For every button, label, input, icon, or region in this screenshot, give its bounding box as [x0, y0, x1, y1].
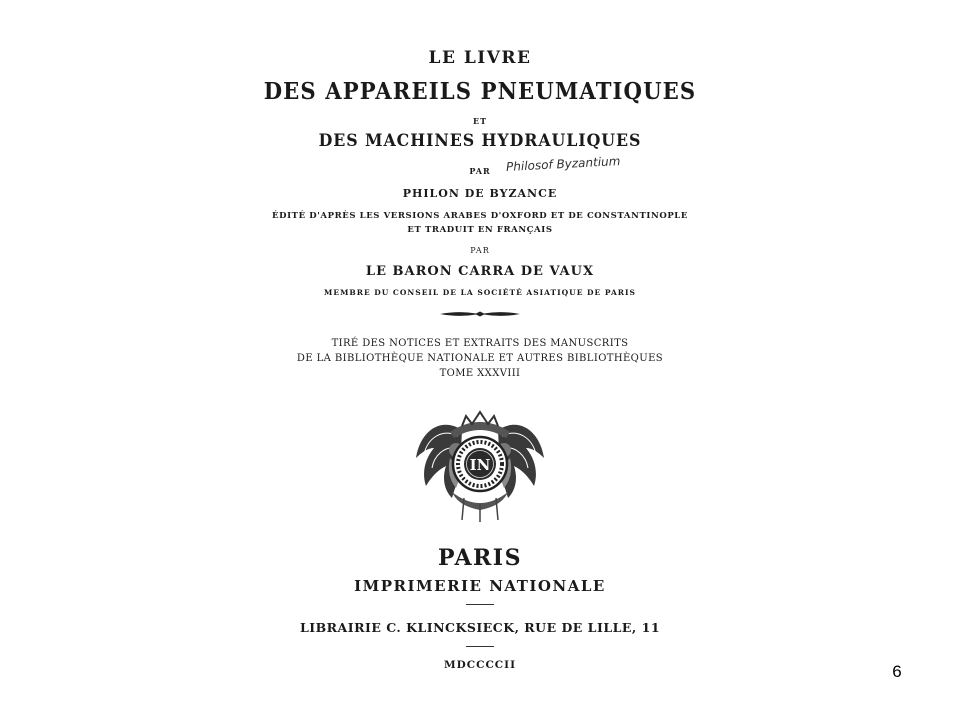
by-label-translator: PAR	[470, 246, 490, 255]
title-line-1: LE LIVRE	[428, 48, 532, 68]
short-rule-2	[466, 646, 494, 647]
publication-city: PARIS	[438, 545, 522, 571]
translator-role: MEMBRE DU CONSEIL DE LA SOCIÉTÉ ASIATIQUE DE PARIS	[324, 288, 636, 297]
slide-page-number: 6	[892, 662, 902, 681]
ornament-divider-icon	[438, 310, 522, 318]
by-label-author: PAR	[469, 166, 491, 176]
tome-number: TOME XXXVIII	[439, 368, 521, 379]
handwritten-annotation: Philosof Byzantium	[505, 154, 621, 174]
author-name: PHILON DE BYZANCE	[402, 187, 558, 200]
edition-note-line-1: ÉDITÉ D'APRÈS LES VERSIONS ARABES D'OXFORD ET DE CONSTANTINOPLE	[272, 211, 688, 221]
short-rule-1	[466, 604, 494, 605]
edition-note-line-2: ET TRADUIT EN FRANÇAIS	[407, 225, 553, 235]
publication-year: MDCCCCII	[444, 659, 516, 671]
imprimerie-nationale-seal-icon	[412, 402, 548, 524]
translator-name: LE BARON CARRA DE VAUX	[365, 264, 595, 279]
title-line-3: DES MACHINES HYDRAULIQUES	[318, 131, 642, 151]
bookseller-address: LIBRAIRIE C. KLINCKSIECK, RUE DE LILLE, 11	[299, 620, 661, 635]
title-conjunction: ET	[472, 116, 488, 126]
printer-name: IMPRIMERIE NATIONALE	[354, 577, 606, 595]
seal-monogram: IN	[469, 456, 491, 474]
extract-note-line-1: TIRÉ DES NOTICES ET EXTRAITS DES MANUSCRITS	[331, 338, 629, 349]
extract-note-line-2: DE LA BIBLIOTHÈQUE NATIONALE ET AUTRES BIBLIOTHÈQUES	[296, 353, 664, 364]
title-line-2: DES APPAREILS PNEUMATIQUES	[263, 78, 697, 105]
